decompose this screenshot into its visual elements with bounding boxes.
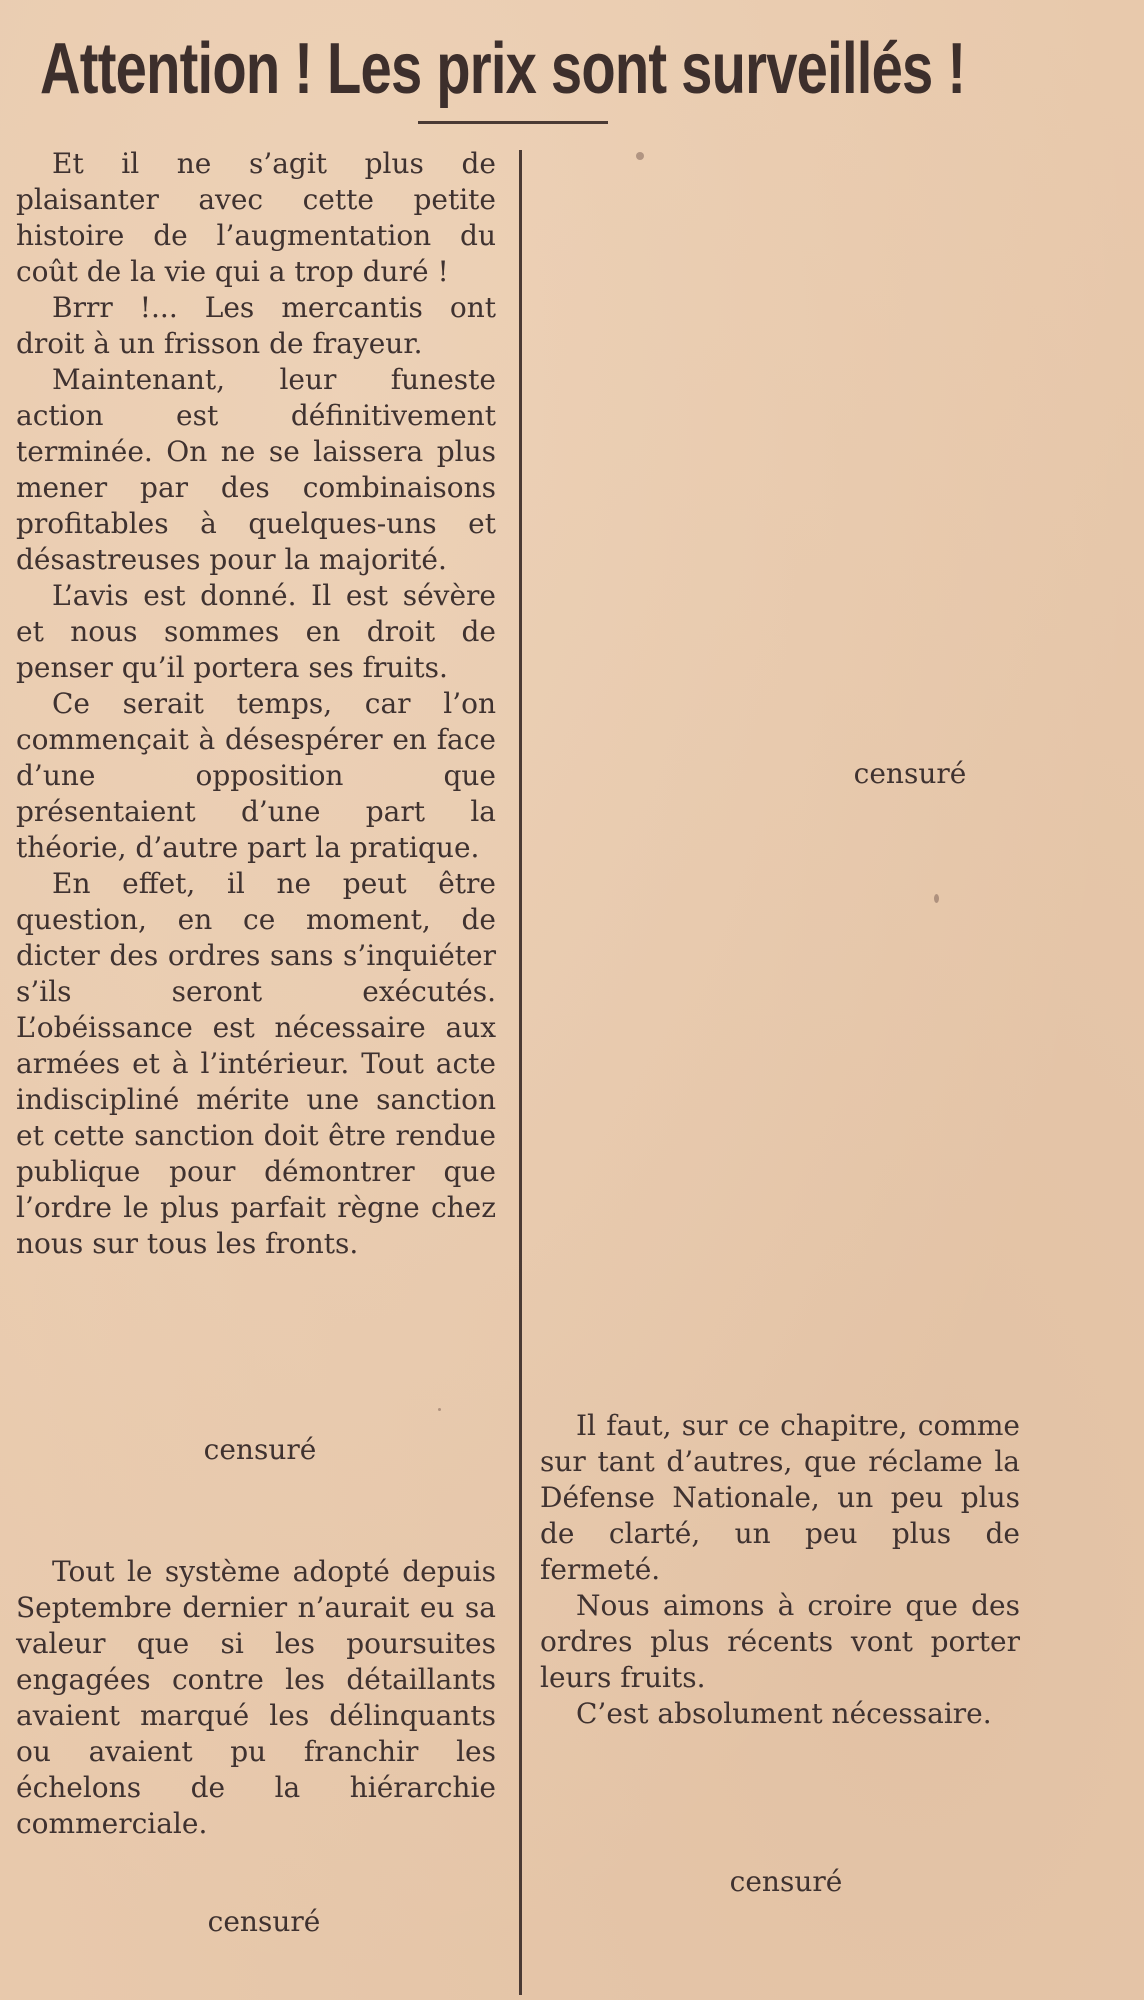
paragraph: Maintenant, leur funeste action est définitivement terminée. On ne se laissera plus mener par des combinaisons profitables à quelques-uns et désastreuses pour la majorité.: [16, 363, 496, 576]
paragraph: Il faut, sur ce chapitre, comme sur tant d’autres, que réclame la Défense Nationale, un peu plus de clarté, un peu plus de fermeté.: [540, 1409, 1020, 1586]
censored-notice-right-top: censuré: [853, 757, 967, 790]
censored-notice-right-bottom: censuré: [729, 1865, 843, 1898]
left-column-top: [16, 146, 496, 1262]
paragraph: L’avis est donné. Il est sévère et nous sommes en droit de penser qu’il portera ses fruits.: [16, 579, 496, 684]
paragraph: C’est absolument nécessaire.: [576, 1697, 992, 1730]
censored-notice-left-bottom: censuré: [207, 1905, 321, 1938]
right-column-bottom: [540, 1408, 1020, 1732]
left-column-bottom: [16, 1554, 496, 1842]
paragraph: Et il ne s’agit plus de plaisanter avec cette petite histoire de l’augmentation du coût de la vie qui a trop duré !: [16, 147, 496, 288]
paper-speck: [636, 152, 644, 160]
column-divider: [519, 150, 522, 1995]
paper-speck: [438, 1408, 441, 1411]
headline-underline: [418, 121, 608, 124]
paragraph: En effet, il ne peut être question, en ce moment, de dicter des ordres sans s’inquiéter s’ils seront exécutés. L’obéissance est nécessaire aux armées et à l’intérieur. Tout acte indiscipliné mérite une sanction et cette sanction doit être rendue publique pour démontrer que l’ordre le plus parfait règne chez nous sur tous les fronts.: [16, 867, 496, 1260]
censored-notice-left-middle: censuré: [203, 1433, 317, 1466]
paragraph: Ce serait temps, car l’on commençait à désespérer en face d’une opposition que présentaient d’une part la théorie, d’autre part la pratique.: [16, 687, 496, 864]
paragraph: Brrr !... Les mercantis ont droit à un frisson de frayeur.: [16, 291, 496, 360]
paragraph: Tout le système adopté depuis Septembre dernier n’aurait eu sa valeur que si les poursuites engagées contre les détaillants avaient marqué les délinquants ou avaient pu franchir les échelons de la hiérarchie commerciale.: [16, 1555, 496, 1840]
paragraph: Nous aimons à croire que des ordres plus récents vont porter leurs fruits.: [540, 1589, 1020, 1694]
article-headline: Attention ! Les prix sont surveillés !: [40, 29, 966, 109]
paper-speck: [934, 894, 939, 903]
